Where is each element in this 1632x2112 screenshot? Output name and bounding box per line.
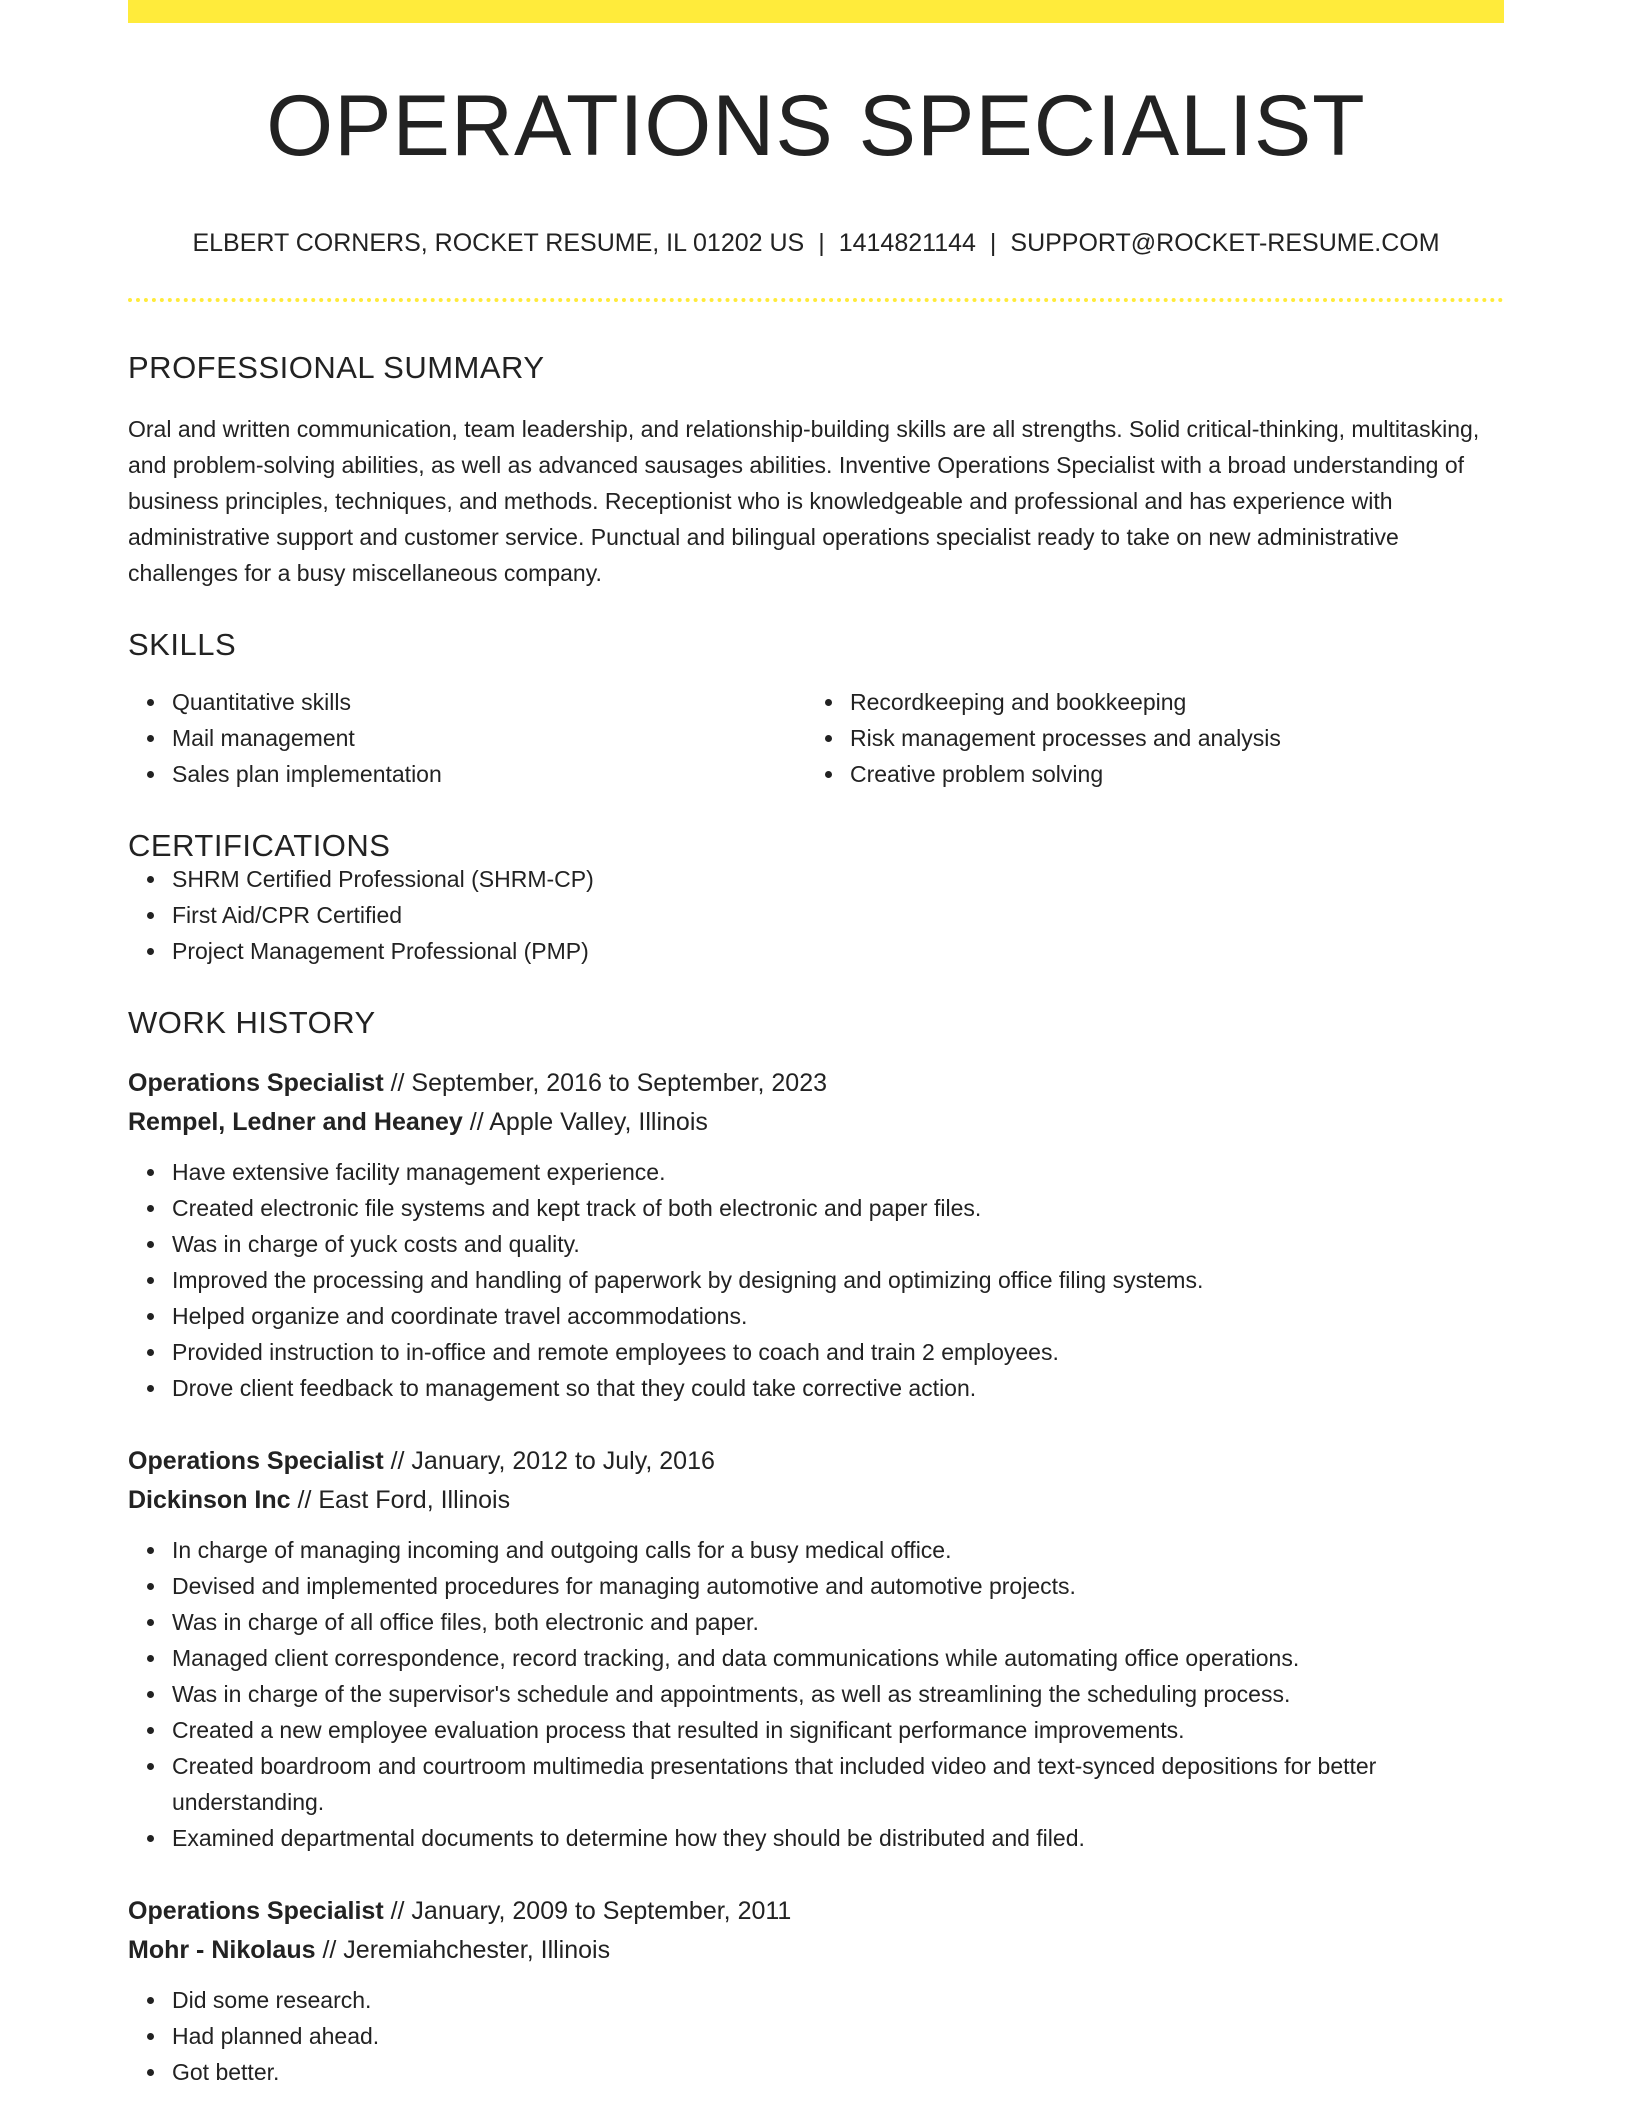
job-role-line bbox=[128, 1064, 1504, 1103]
job-company-line bbox=[128, 1103, 1504, 1142]
resume-title: OPERATIONS SPECIALIST bbox=[266, 78, 1366, 174]
contact-separator: | bbox=[818, 229, 825, 257]
job-company: Mohr - Nikolaus bbox=[128, 1936, 316, 1964]
job-dates: // January, 2012 to July, 2016 bbox=[390, 1447, 715, 1475]
contact-address: ELBERT CORNERS, ROCKET RESUME, IL 01202 US bbox=[192, 229, 805, 257]
contact-line bbox=[128, 231, 1504, 256]
job-company-line bbox=[128, 1931, 1504, 1970]
job-location: // East Ford, Illinois bbox=[297, 1486, 511, 1514]
job-bullet: Devised and implemented procedures for managing automotive and automotive projects. bbox=[172, 1568, 1504, 1604]
skill-item: Mail management bbox=[172, 720, 806, 756]
skills-right-list bbox=[806, 684, 1484, 792]
skill-item: Creative problem solving bbox=[850, 756, 1484, 792]
job-bullet: Was in charge of the supervisor's schedule and appointments, as well as streamlining the scheduling process. bbox=[172, 1676, 1504, 1712]
resume-page bbox=[128, 0, 1504, 2090]
job-bullet: Provided instruction to in-office and remote employees to coach and train 2 employees. bbox=[172, 1334, 1504, 1370]
job-bullet: Managed client correspondence, record tracking, and data communications while automating office operations. bbox=[172, 1640, 1504, 1676]
summary-text: Oral and written communication, team leadership, and relationship-building skills are all strengths. Solid critical-thinking, multitasking, and problem-solving abilities, as well as advanced sausages abilities. Inventive Operations Specialist with a broad understanding of business principles, techniques, and methods. Receptionist who is knowledgeable and professional and has experience with administrative support and customer service. Punctual and bilingual operations specialist ready to take on new administrative challenges for a busy miscellaneous company. bbox=[128, 416, 1480, 586]
job-bullet: Examined departmental documents to determine how they should be distributed and filed. bbox=[172, 1820, 1504, 1856]
job-bullet: Created a new employee evaluation process that resulted in significant performance improvements. bbox=[172, 1712, 1504, 1748]
job-company-line bbox=[128, 1481, 1504, 1520]
job-dates: // January, 2009 to September, 2011 bbox=[390, 1897, 792, 1925]
job-company: Rempel, Ledner and Heaney bbox=[128, 1108, 463, 1136]
job-company: Dickinson Inc bbox=[128, 1486, 291, 1514]
skill-item: Risk management processes and analysis bbox=[850, 720, 1484, 756]
job-location: // Jeremiahchester, Illinois bbox=[322, 1936, 611, 1964]
job-role: Operations Specialist bbox=[128, 1069, 384, 1097]
job-entry bbox=[128, 1892, 1504, 2090]
job-role: Operations Specialist bbox=[128, 1447, 384, 1475]
accent-bar bbox=[128, 0, 1504, 23]
job-role: Operations Specialist bbox=[128, 1897, 384, 1925]
job-entry bbox=[128, 1064, 1504, 1406]
skills-left-list bbox=[128, 684, 806, 792]
job-bullet: Was in charge of yuck costs and quality. bbox=[172, 1226, 1504, 1262]
certifications-list bbox=[128, 861, 1504, 969]
job-bullet: Got better. bbox=[172, 2054, 1504, 2090]
skill-item: Sales plan implementation bbox=[172, 756, 806, 792]
job-bullet: Did some research. bbox=[172, 1982, 1504, 2018]
skill-item: Recordkeeping and bookkeeping bbox=[850, 684, 1484, 720]
job-bullet: Created electronic file systems and kept track of both electronic and paper files. bbox=[172, 1190, 1504, 1226]
job-bullet: Drove client feedback to management so that they could take corrective action. bbox=[172, 1370, 1504, 1406]
job-bullets bbox=[128, 1154, 1504, 1406]
job-dates: // September, 2016 to September, 2023 bbox=[390, 1069, 828, 1097]
job-role-line bbox=[128, 1442, 1504, 1481]
certification-item: SHRM Certified Professional (SHRM-CP) bbox=[172, 861, 1504, 897]
job-bullets bbox=[128, 1982, 1504, 2090]
skills-columns bbox=[128, 684, 1504, 792]
job-role-line bbox=[128, 1892, 1504, 1931]
section-title-summary: PROFESSIONAL SUMMARY bbox=[128, 350, 545, 385]
skill-item: Quantitative skills bbox=[172, 684, 806, 720]
contact-email: SUPPORT@ROCKET-RESUME.COM bbox=[1010, 229, 1440, 257]
job-entry bbox=[128, 1442, 1504, 1856]
contact-separator: | bbox=[989, 229, 997, 257]
job-bullet: Improved the processing and handling of paperwork by designing and optimizing office filing systems. bbox=[172, 1262, 1504, 1298]
job-bullet: Was in charge of all office files, both electronic and paper. bbox=[172, 1604, 1504, 1640]
job-location: // Apple Valley, Illinois bbox=[469, 1108, 708, 1136]
section-title-work-history: WORK HISTORY bbox=[128, 1005, 376, 1040]
section-title-certifications: CERTIFICATIONS bbox=[128, 828, 391, 863]
job-bullet: In charge of managing incoming and outgoing calls for a busy medical office. bbox=[172, 1532, 1504, 1568]
job-bullet: Created boardroom and courtroom multimedia presentations that included video and text-synced depositions for better understanding. bbox=[172, 1748, 1504, 1820]
contact-phone: 1414821144 bbox=[838, 229, 976, 257]
job-bullets bbox=[128, 1532, 1504, 1856]
dotted-divider bbox=[128, 298, 1504, 302]
section-title-skills: SKILLS bbox=[128, 627, 237, 662]
job-bullet: Had planned ahead. bbox=[172, 2018, 1504, 2054]
job-bullet: Have extensive facility management experience. bbox=[172, 1154, 1504, 1190]
certification-item: First Aid/CPR Certified bbox=[172, 897, 1504, 933]
job-bullet: Helped organize and coordinate travel accommodations. bbox=[172, 1298, 1504, 1334]
certification-item: Project Management Professional (PMP) bbox=[172, 933, 1504, 969]
